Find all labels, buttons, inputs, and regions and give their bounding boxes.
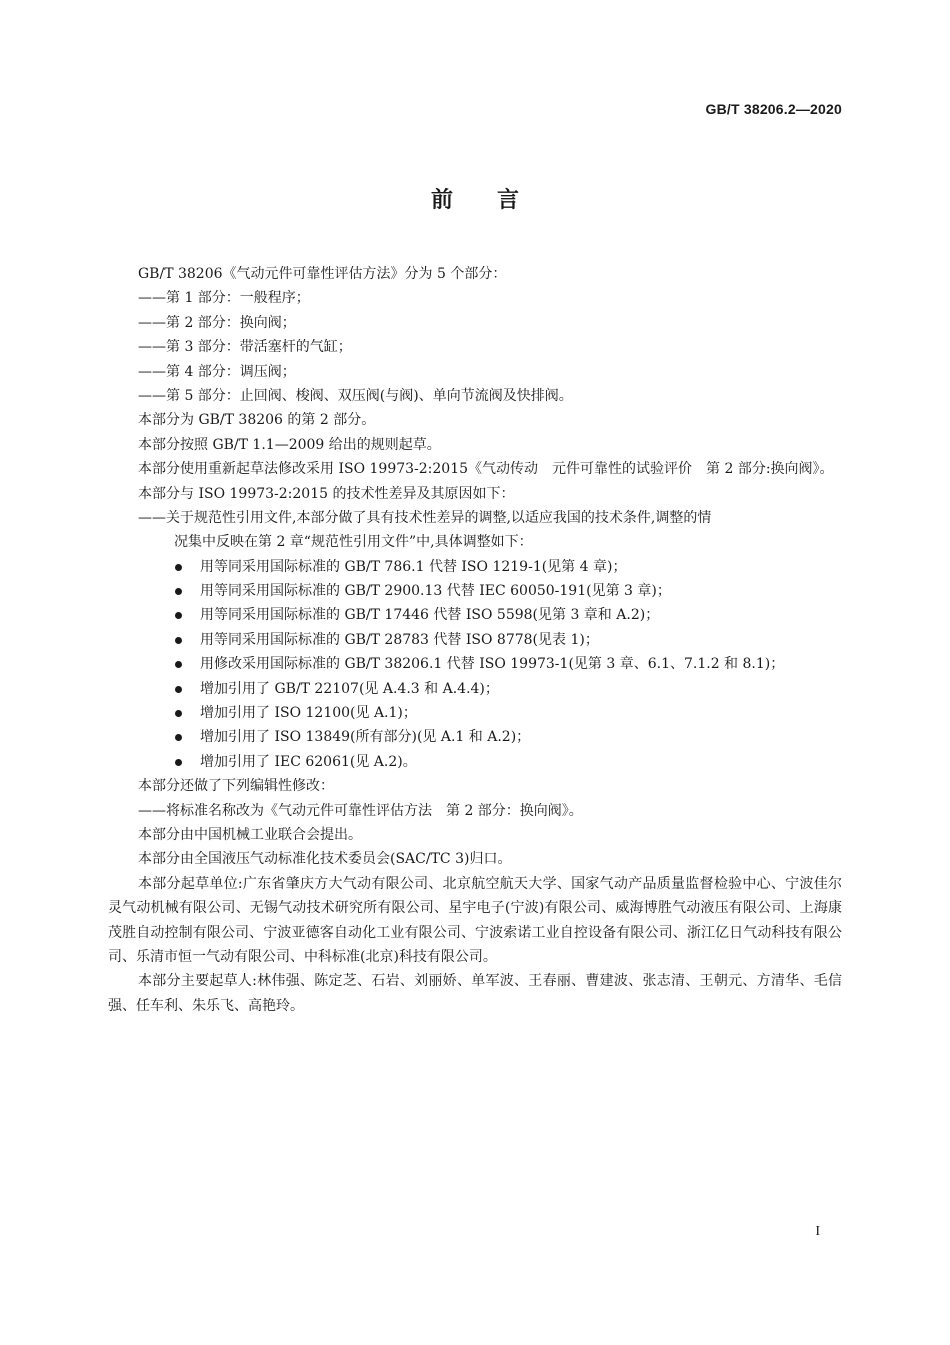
list-item — [108, 652, 842, 676]
list-item-text: 用等同采用国际标准的 GB/T 28783 代替 ISO 8778(见表 1)； — [200, 631, 599, 648]
differences-dash-line-2: 况集中反映在第 2 章“规范性引用文件”中,具体调整如下： — [174, 534, 533, 551]
list-item-text: 增加引用了 ISO 12100(见 A.1)； — [200, 705, 417, 722]
list-item — [108, 555, 842, 579]
bullet-icon — [175, 759, 182, 766]
part-3-item: ——第 3 部分：带活塞杆的气缸； — [138, 339, 352, 356]
part-1-item: ——第 1 部分：一般程序； — [138, 290, 310, 307]
intro-line: GB/T 38206《气动元件可靠性评估方法》分为 5 个部分： — [138, 266, 507, 282]
editorial-intro-line: 本部分还做了下列编辑性修改： — [138, 778, 334, 795]
drafting-rules-line: 本部分按照 GB/T 1.1—2009 给出的规则起草。 — [138, 436, 441, 453]
drafters-paragraph: 本部分主要起草人:林伟强、陈定芝、石岩、刘丽娇、单军波、王春丽、曹建波、张志清、王朝元、方清华、毛信强、任车利、朱乐飞、高艳玲。 — [108, 973, 842, 1014]
editorial-dash-line: ——将标准名称改为《气动元件可靠性评估方法 第 2 部分：换向阀》。 — [138, 802, 583, 819]
this-part-line: 本部分为 GB/T 38206 的第 2 部分。 — [138, 412, 376, 429]
differences-dash-line-1: ——关于规范性引用文件,本部分做了具有技术性差异的调整,以适应我国的技术条件,调整的情 — [138, 509, 712, 526]
list-item-text: 用等同采用国际标准的 GB/T 2900.13 代替 IEC 60050-191(见第 3 章)； — [200, 583, 671, 600]
bullet-icon — [175, 564, 182, 571]
drafting-units-paragraph: 本部分起草单位:广东省肇庆方大气动有限公司、北京航空航天大学、国家气动产品质量监督检验中心、宁波佳尔灵气动机械有限公司、无锡气动技术研究所有限公司、星宇电子(宁波)有限公司、威海博胜气动液压有限公司、上海康茂胜自动控制有限公司、宁波亚德客自动化工业有限公司、宁波索诺工业自控设备有限公司、浙江亿日气动科技有限公司、乐清市恒一气动有限公司、中科标准(北京)科技有限公司。 — [108, 875, 842, 965]
bullet-icon — [175, 637, 182, 644]
list-item — [108, 750, 842, 774]
list-item — [108, 603, 842, 627]
list-item-text: 用修改采用国际标准的 GB/T 38206.1 代替 ISO 19973-1(见第 3 章、6.1、7.1.2 和 8.1)； — [200, 656, 785, 673]
part-5-item: ——第 5 部分：止回阀、梭阀、双压阀(与阀)、单向节流阀及快排阀。 — [138, 387, 573, 404]
list-item-text: 增加引用了 GB/T 22107(见 A.4.3 和 A.4.4)； — [200, 680, 499, 697]
page-number: I — [815, 1224, 820, 1239]
managed-by-line: 本部分由全国液压气动标准化技术委员会(SAC/TC 3)归口。 — [138, 851, 512, 868]
differences-intro-line: 本部分与 ISO 19973-2:2015 的技术性差异及其原因如下： — [138, 485, 515, 502]
list-item — [108, 579, 842, 603]
bullet-icon — [175, 686, 182, 693]
list-item — [108, 628, 842, 652]
list-item-text: 增加引用了 ISO 13849(所有部分)(见 A.1 和 A.2)； — [200, 729, 531, 746]
bullet-icon — [175, 710, 182, 717]
proposed-by-line: 本部分由中国机械工业联合会提出。 — [138, 827, 362, 843]
adoption-paragraph: 本部分使用重新起草法修改采用 ISO 19973-2:2015《气动传动 元件可靠性的试验评价 第 2 部分:换向阀》。 — [138, 461, 834, 478]
page-title: 前言 — [430, 188, 563, 213]
part-2-item: ——第 2 部分：换向阀； — [138, 314, 296, 331]
part-4-item: ——第 4 部分：调压阀； — [138, 363, 296, 380]
list-item — [108, 677, 842, 701]
list-item — [108, 701, 842, 725]
foreword-body — [108, 262, 842, 1018]
list-item — [108, 725, 842, 749]
standard-code-header: GB/T 38206.2—2020 — [705, 101, 842, 117]
list-item-text: 用等同采用国际标准的 GB/T 786.1 代替 ISO 1219-1(见第 4 章)； — [200, 558, 627, 575]
list-item-text: 用等同采用国际标准的 GB/T 17446 代替 ISO 5598(见第 3 章和 A.2)； — [200, 607, 660, 624]
list-item-text: 增加引用了 IEC 62061(见 A.2)。 — [200, 753, 417, 770]
